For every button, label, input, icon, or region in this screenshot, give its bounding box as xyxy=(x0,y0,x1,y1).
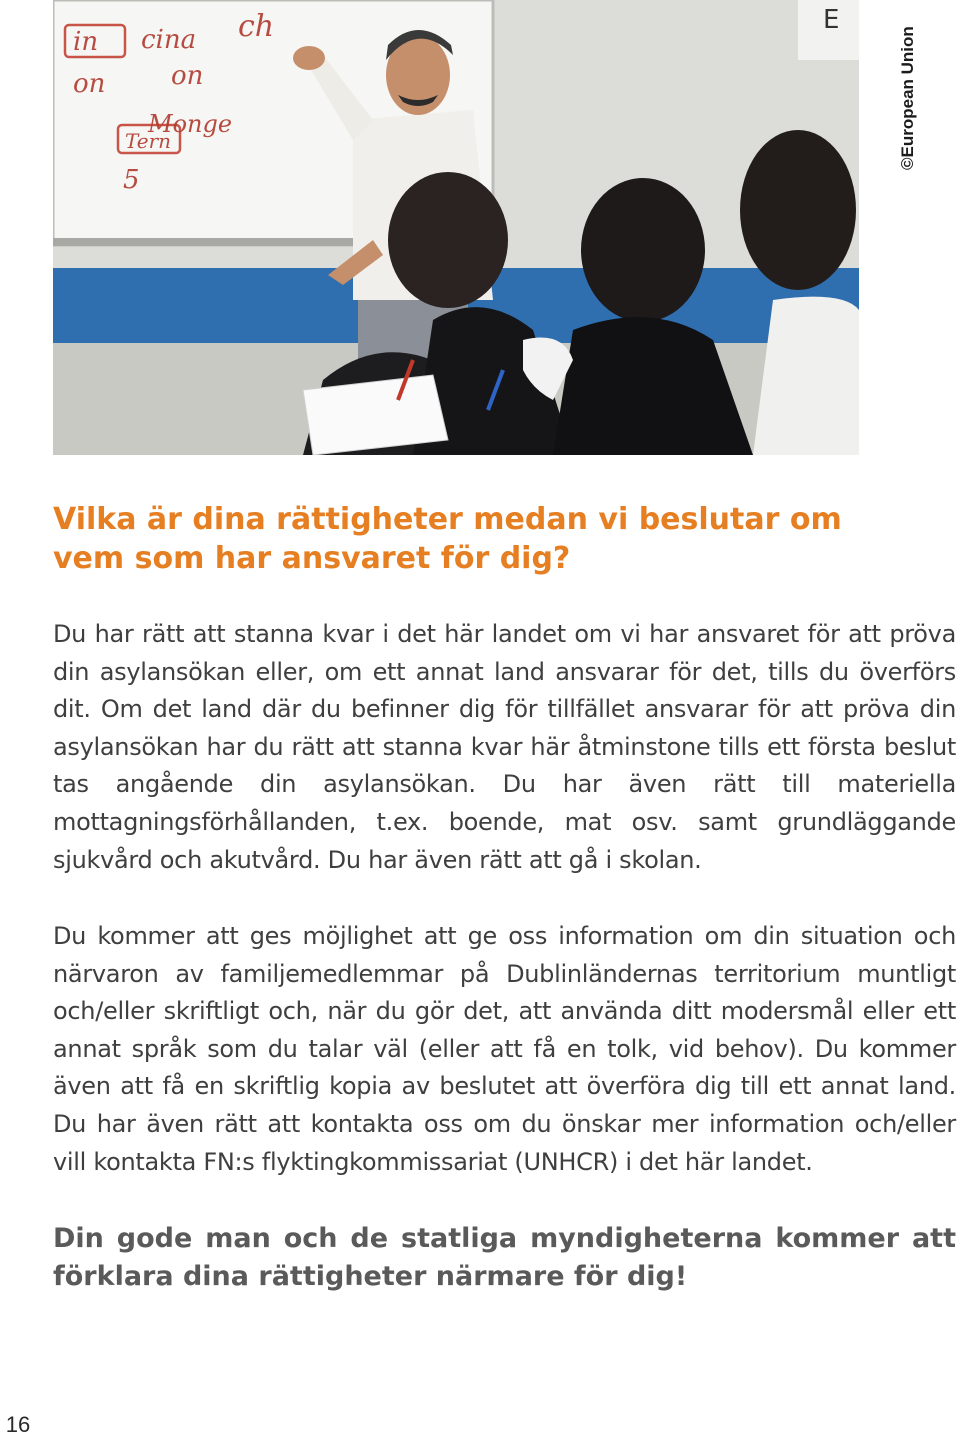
board-word-7: Tern xyxy=(125,129,172,153)
board-word-2: cina xyxy=(141,25,197,55)
board-word-6: Monge xyxy=(148,110,233,138)
body-paragraph-2: Du kommer att ges möjlighet att ge oss information om din situation och närvaron av familjemedlemmar på Dublinländernas territorium muntligt och/eller skriftligt och, när du gör det, att använda ditt modersmål eller ett annat språk som du talar väl (eller att få en tolk, vid behov). Du kommer även att få en skriftlig kopia av beslutet att överföra dig till ett annat land. Du har även rätt att kontakta oss om du önskar mer information och/eller vill kontakta FN:s flyktingkommissariat (UNHCR) i det här landet. xyxy=(53,922,956,1176)
board-word-1: in xyxy=(73,27,99,57)
classroom-illustration xyxy=(53,0,859,455)
page-number: 16 xyxy=(5,1412,31,1437)
section-heading: Vilka är dina rättigheter medan vi beslutar om vem som har ansvaret för dig? xyxy=(53,502,842,576)
board-word-8: 5 xyxy=(123,165,140,195)
body-paragraph-1: Du har rätt att stanna kvar i det här landet om vi har ansvaret för att pröva din asylansökan eller, om ett annat land ansvarar för det, tills du överförs dit. Om det land där du befinner dig för tillfället ansvarar för att pröva din asylansökan har du rätt att stanna kvar här åtminstone tills ett första beslut tas angående din asylansökan. Du har även rätt till materiella mottagningsförhållanden, t.ex. boende, mat osv. samt grundläggande sjukvård och akutvård. Du har även rätt att gå i skolan. xyxy=(53,620,956,874)
credit-text: ©European Union xyxy=(898,26,917,170)
board-word-4: on xyxy=(73,69,106,99)
closing-statement: Din gode man och de statliga myndigheterna kommer att förklara dina rättigheter närmare för dig! xyxy=(53,1223,956,1292)
photo-credit xyxy=(863,0,917,172)
board-word-3: ch xyxy=(238,9,275,44)
board-word-9: E xyxy=(823,5,840,35)
board-word-5: on xyxy=(171,61,204,91)
classroom-photo xyxy=(53,0,859,455)
